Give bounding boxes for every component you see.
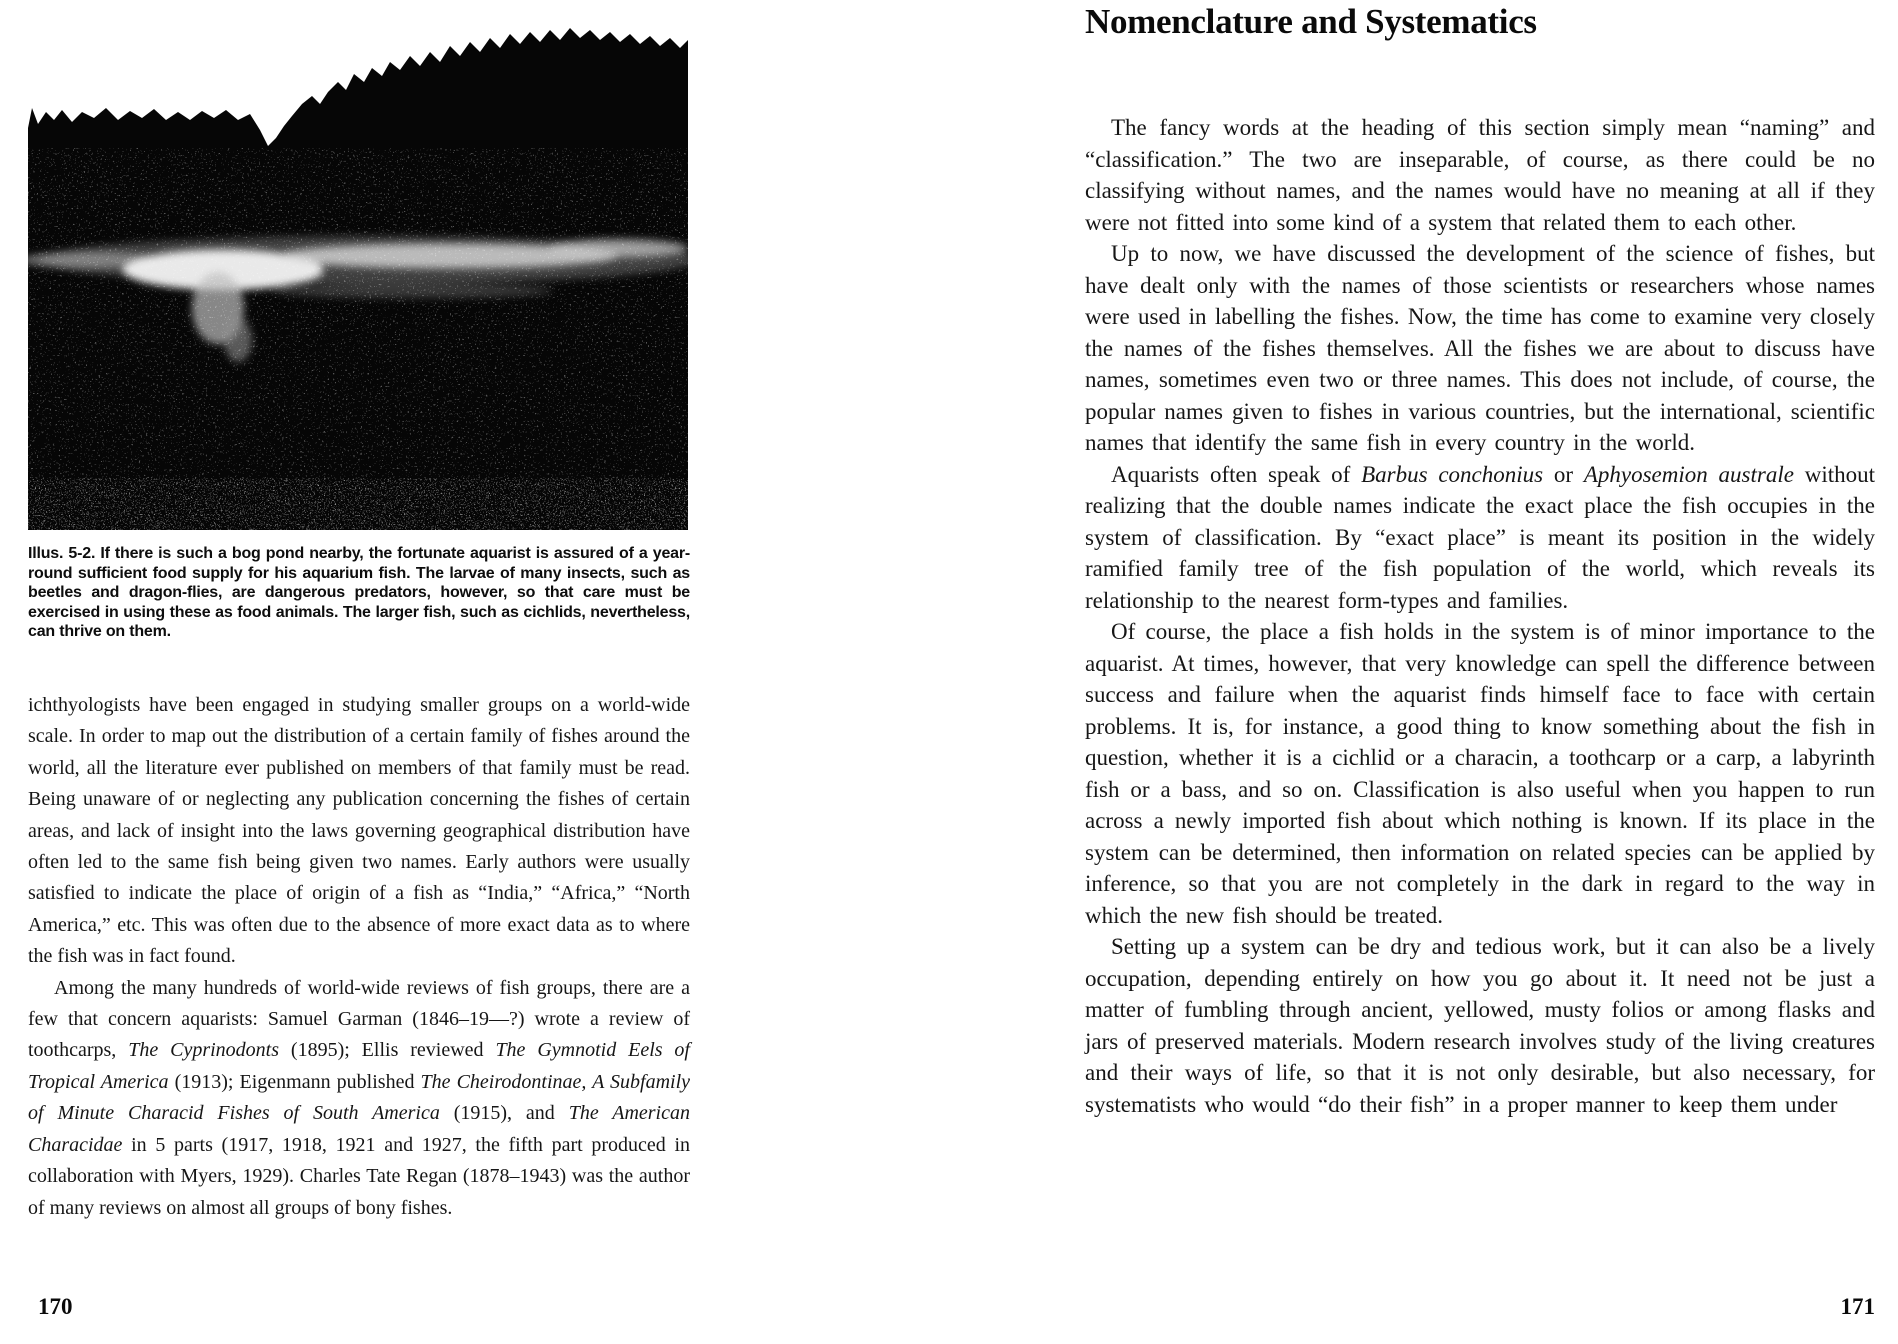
- section-heading: Nomenclature and Systematics: [1085, 2, 1537, 41]
- paragraph: ichthyologists have been engaged in studying smaller groups on a world-wide scale. In order to map out the distribution of a certain family of fishes around the world, all the literature ever published on members of that family must be read. Being unaware of or neglecting any publication concerning the fishes of certain areas, and lack of insight into the laws governing geographical distribution have often led to the same fish being given two names. Early authors were usually satisfied to indicate the place of origin of a fish as “India,” “Africa,” “North America,” etc. This was often due to the absence of more exact data as to where the fish was in fact found.: [28, 694, 690, 968]
- left-page-body-text: [28, 690, 690, 1224]
- paragraph: Of course, the place a fish holds in the system is of minor importance to the aquarist. At times, however, that very knowledge can spell the difference between success and failure when the aquarist finds himself face to face with certain problems. It is, for instance, a good thing to know something about the fish in question, whether it is a cichlid or a characin, a toothcarp or a carp, a labyrinth fish or a bass, and so on. Classification is also useful when you happen to run across a newly imported fish about which nothing is known. If its place in the system can be determined, then information on related species can be applied by inference, so that you are not completely in the dark in regard to the way in which the new fish should be treated.: [1085, 619, 1875, 928]
- paragraph: The fancy words at the heading of this section simply mean “naming” and “classification.” The two are inseparable, of course, as there could be no classifying without names, and the names would have no meaning at all if they were not fitted into some kind of a system that related them to each other.: [1085, 115, 1875, 235]
- page-number-right: 171: [1840, 1294, 1875, 1319]
- paragraph: Aquarists often speak of Barbus conchonius or Aphyosemion australe without realizing that the double names indicate the exact place the fish occupies in the system of classification. By “exact place” is meant its position in the widely ramified family tree of the fish population of the world, which reveals its relationship to the nearest form-types and families.: [1085, 461, 1875, 613]
- right-page-body-text: [1085, 112, 1875, 1120]
- bog-pond-photo: [28, 8, 688, 530]
- page-number-left: 170: [38, 1294, 73, 1319]
- paragraph: Up to now, we have discussed the development of the science of fishes, but have dealt only with the names of those scientists or researchers whose names were used in labelling the fishes. Now, the time has come to examine very closely the names of the fishes themselves. All the fishes we are about to discuss have names, sometimes even two or three names. This does not include, of course, the popular names given to fishes in various countries, but the international, scientific names that identify the same fish in every country in the world.: [1085, 241, 1875, 455]
- paragraph: Among the many hundreds of world-wide reviews of fish groups, there are a few that concern aquarists: Samuel Garman (1846–19—?) wrote a review of toothcarps, The Cyprinodonts (1895); Ellis reviewed The Gymnotid Eels of Tropical America (1913); Eigenmann published The Cheirodontinae, A Subfamily of Minute Characid Fishes of South America (1915), and The American Characidae in 5 parts (1917, 1918, 1921 and 1927, the fifth part produced in collaboration with Myers, 1929). Charles Tate Regan (1878–1943) was the author of many reviews on almost all groups of bony fishes.: [28, 976, 690, 1219]
- photo-speckle-texture: [28, 148, 688, 530]
- photo-speckle-bottom: [28, 478, 688, 530]
- photo-caption: Illus. 5-2. If there is such a bog pond nearby, the fortunate aquarist is assured of a year-round sufficient food supply for his aquarium fish. The larvae of many insects, such as beetles and dragon-flies, are dangerous predators, however, so that care must be exercised in using these as food animals. The larger fish, such as cichlids, nevertheless, can thrive on them.: [28, 545, 690, 640]
- figure-illus-5-2: [28, 8, 688, 530]
- paragraph: Setting up a system can be dry and tedious work, but it can also be a lively occupation, depending entirely on how you go about it. It need not be just a matter of fumbling through ancient, yellowed, musty folios or among flasks and jars of preserved materials. Modern research involves study of the living creatures and their ways of life, so that it is not only desirable, but also necessary, for systematists who would “do their fish” in a proper manner to keep them under: [1085, 934, 1875, 1117]
